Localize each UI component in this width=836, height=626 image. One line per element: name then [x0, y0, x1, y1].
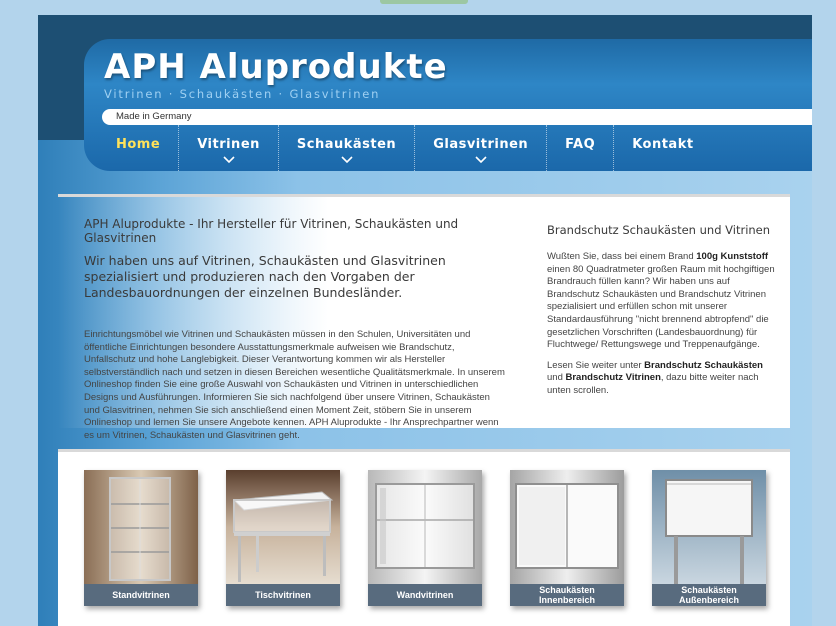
product-label: Schaukästen Außenbereich [652, 584, 766, 606]
nav-item-vitrinen[interactable] [179, 125, 279, 171]
site-title[interactable]: APH Aluprodukte [104, 47, 448, 87]
nav-label: Home [116, 137, 161, 152]
made-in-bar [102, 109, 812, 125]
main-nav [84, 125, 812, 171]
site-header [84, 39, 812, 171]
product-label: Schaukästen Innenbereich [510, 584, 624, 606]
brandschutz-title: Brandschutz Schaukästen und Vitrinen [547, 223, 771, 237]
product-card-schaukaesten-aussen[interactable] [652, 470, 766, 606]
brandschutz-paragraph [547, 251, 777, 352]
top-tab [380, 0, 468, 4]
site-subtitle: Vitrinen · Schaukästen · Glasvitrinen [104, 87, 381, 101]
text-span: einen 80 Quadratmeter großen Raum mit hochgiftigen Brandrauch füllen kann? Wir haben uns auf Brandschutz Schaukästen und Brandschutz Vitrinen spezialisiert und erfüllen schon mit unserer Standardausführung "nicht brennend abtropfend" die gesetzlichen Vorschriften (Landesbauordnung) für Fluchtwege/ Rettungswege und Treppenaufgänge. [547, 263, 775, 351]
link-brandschutz-schaukaesten[interactable]: Brandschutz Schaukästen [644, 359, 763, 371]
nav-label: Vitrinen [197, 137, 260, 152]
nav-item-faq[interactable] [547, 125, 614, 171]
product-label: Wandvitrinen [368, 584, 482, 606]
nav-label: Kontakt [632, 137, 694, 152]
schaukasten-aussen-image [652, 470, 766, 584]
nav-item-kontakt[interactable] [614, 125, 711, 171]
nav-item-glasvitrinen[interactable] [415, 125, 547, 171]
text-span: Wußten Sie, dass bei einem Brand [547, 251, 697, 262]
intro-panel [58, 194, 790, 441]
intro-lead: Wir haben uns auf Vitrinen, Schaukästen und Glasvitrinen spezialisiert und produzieren nach den Vorgaben der Landesbauordnungen der einzelnen Bundesländer. [84, 253, 446, 300]
standvitrine-image [84, 470, 198, 584]
intro-column [84, 217, 508, 442]
product-card-standvitrinen[interactable] [84, 470, 198, 606]
intro-title: APH Aluprodukte - Ihr Hersteller für Vitrinen, Schaukästen und Glasvitrinen [84, 217, 459, 245]
product-card-schaukaesten-innen[interactable] [510, 470, 624, 606]
product-grid [58, 449, 790, 626]
nav-item-home[interactable] [84, 125, 179, 171]
product-label: Tischvitrinen [226, 584, 340, 606]
chevron-down-icon [297, 153, 396, 168]
nav-item-schaukaesten[interactable] [279, 125, 415, 171]
chevron-down-icon [433, 153, 528, 168]
product-card-wandvitrinen[interactable] [368, 470, 482, 606]
chevron-down-icon [197, 153, 260, 168]
link-brandschutz-vitrinen[interactable]: Brandschutz Vitrinen [565, 372, 661, 384]
product-card-tischvitrinen[interactable] [226, 470, 340, 606]
text-span: Lesen Sie weiter unter [547, 359, 645, 371]
text-span: und [547, 372, 566, 384]
brandschutz-column [547, 223, 777, 406]
nav-label: FAQ [565, 137, 596, 152]
bold-span: 100g Kunststoff [696, 251, 769, 262]
brandschutz-more-paragraph [547, 360, 777, 398]
made-in-label: Made in Germany [116, 111, 192, 122]
tischvitrine-image [226, 470, 340, 584]
wandvitrine-image [368, 470, 482, 584]
page [38, 15, 812, 626]
schaukasten-innen-image [510, 470, 624, 584]
nav-label: Schaukästen [296, 137, 397, 152]
nav-label: Glasvitrinen [433, 137, 529, 152]
intro-body: Einrichtungsmöbel wie Vitrinen und Schaukästen müssen in den Schulen, Universitäten und öffentliche Einrichtungen besondere Ausstattungsmerkmale aufweisen wie Brandschutz, Unfallschutz und hohe Langlebigkeit. Dieser Verantwortung kommen wir als Hersteller selbstverständlich nach und setzen in diesen Bereichen wesentliche Qualitätsmerkmale. In unserem Onlineshop finden Sie eine große Auswahl von Schaukästen und Vitrinen in unterschiedlichen Designs und Ausführungen. Informieren Sie sich nachfolgend über unsere Vitrinen, Schaukästen und Glasvitrinen, nehmen Sie sich anschließend einen Moment Zeit, stöbern Sie in unserem Onlineshop und lernen Sie unsere Angebote kennen. APH Aluprodukte - Ihr Ansprechpartner wenn es um Vitrinen, Schaukästen und Glasvitrinen geht. [84, 329, 505, 441]
product-label: Standvitrinen [84, 584, 198, 606]
text-span: , dazu bitte weiter nach unten scrollen. [547, 372, 759, 396]
